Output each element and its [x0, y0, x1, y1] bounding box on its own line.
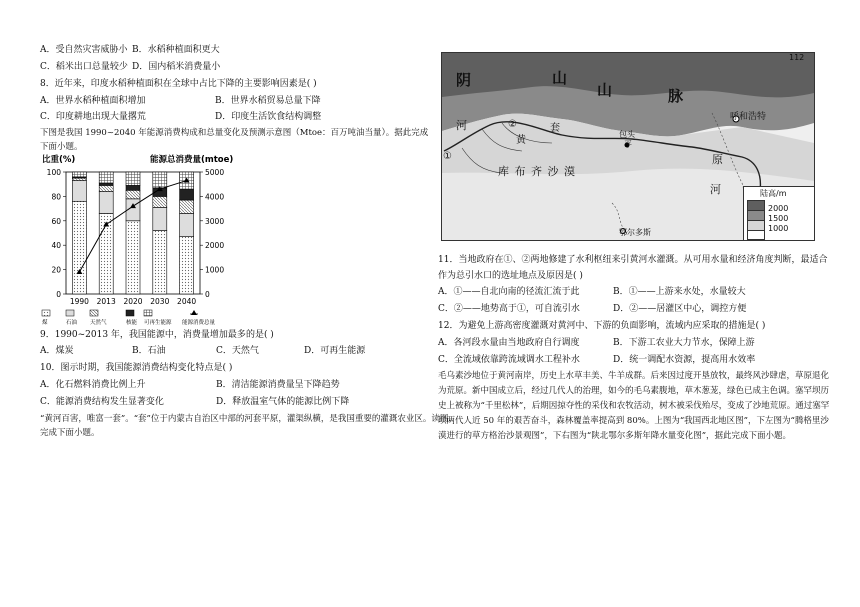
legend-label: 石油: [66, 320, 78, 326]
bar-segment-5: [99, 172, 113, 183]
bar-segment-1: [180, 237, 194, 294]
map-label-shan: 山: [552, 69, 568, 87]
q8-stem: 8．近年来，印度水稻种植面积在全球中占比下降的主要影响因素是( ): [40, 79, 317, 89]
map-label-baotou: 包头: [619, 130, 635, 139]
bar-segment-2: [72, 181, 86, 202]
legend-swatch: [144, 310, 152, 316]
legend-label: 天然气: [90, 320, 107, 326]
intro-energy-line2: 下面小题。: [40, 142, 83, 152]
bar-segment-3: [126, 190, 140, 199]
bar-segment-1: [153, 231, 167, 294]
legend-value-1500: 1500: [768, 214, 789, 223]
left-tick-label: 20: [51, 265, 61, 275]
right-tick-label: 2000: [205, 241, 225, 251]
x-tick-label: 2030: [150, 297, 170, 306]
bar-segment-2: [99, 192, 113, 214]
map-label-he: 河: [456, 119, 467, 132]
passage-line5: 漠进行的草方格治沙景观图”，下右图为“陕北鄂尔多斯年降水量变化图”，据此完成下面小题。: [438, 431, 792, 441]
bar-segment-2: [153, 207, 167, 230]
q7-option-a[interactable]: A．受自然灾害威胁小: [40, 45, 128, 55]
legend-marker-swatch: [191, 310, 197, 315]
energy-chart: [40, 152, 240, 330]
x-tick-label: 2020: [123, 297, 143, 306]
legend-label: 核能: [126, 320, 138, 326]
right-axis-title: 能源总消费量(mtoe): [150, 155, 234, 165]
left-tick-label: 40: [51, 241, 61, 251]
q10-option-c[interactable]: C．能源消费结构发生显著变化: [40, 397, 164, 407]
bar-segment-2: [180, 213, 194, 236]
right-tick-label: 1000: [205, 265, 225, 275]
legend-value-2000: 2000: [768, 204, 789, 213]
map-corner-number: 112: [789, 53, 805, 62]
legend-label: 可再生能源: [144, 320, 172, 326]
bar-segment-5: [153, 172, 167, 188]
q10-stem: 10．图示时期，我国能源消费结构变化特点是( ): [40, 363, 233, 373]
q8-option-c[interactable]: C．印度耕地出现大量撂荒: [40, 112, 146, 122]
q8-option-b[interactable]: B．世界水稻贸易总量下降: [215, 96, 321, 106]
q12-option-b[interactable]: B．下游工农业大力节水，保障上游: [613, 338, 755, 348]
map-circle-2: ②: [508, 119, 517, 130]
q9-stem: 9．1990~2013 年，我国能源中，消费量增加最多的是( ): [40, 330, 274, 340]
q12-option-a[interactable]: A．各河段水量由当地政府自行调度: [438, 338, 580, 348]
left-tick-label: 80: [51, 192, 61, 202]
legend-label: 能源消费总量: [182, 320, 216, 326]
bar-segment-4: [180, 189, 194, 200]
map-label-yuan: 原: [712, 153, 723, 166]
map-label-mai: 脉: [668, 87, 684, 105]
map-label-hohhot: 呼和浩特: [730, 112, 767, 122]
q9-option-c[interactable]: C．天然气: [216, 346, 259, 356]
passage-line2: 为荒原。新中国成立后，经过几代人的治理，如今的毛乌素腹地，草木葱茏，绿色已成主色调。塞罕坝历: [438, 386, 830, 396]
passage-line1: 毛乌素沙地位于黄河南岸，历史上水草丰美、牛羊成群。后来因过度开垦放牧，最终风沙肆虐，草原退化: [438, 371, 830, 381]
q9-option-d[interactable]: D．可再生能源: [304, 346, 366, 356]
q11-option-a[interactable]: A．①——自北向南的径流汇流于此: [438, 287, 580, 297]
legend-swatch-low: [747, 230, 765, 240]
bar-segment-4: [126, 185, 140, 190]
passage-line3: 史上被称为“千里松林”，后期因掠夺性的采伐和农牧活动，树木被采伐殆尽，变成了沙地荒原。通过塞罕: [438, 401, 830, 411]
intro-hetao-line2: 完成下面小题。: [40, 428, 100, 438]
map-circle-1: ①: [443, 151, 452, 162]
q9-option-a[interactable]: A．煤炭: [40, 346, 74, 356]
intro-hetao-line1: “黄河百害，唯富一套”。“套”位于内蒙古自治区中部的河套平原，灌渠纵横，是我国重要的灌溉农业区。读图，: [40, 414, 457, 424]
bar-segment-4: [99, 183, 113, 185]
q7-option-b[interactable]: B．水稻种植面积更大: [132, 45, 220, 55]
q7-option-d[interactable]: D．国内稻米消费量小: [132, 62, 221, 72]
legend-value-1000: 1000: [768, 224, 789, 233]
q8-option-a[interactable]: A．世界水稻种植面积增加: [40, 96, 146, 106]
q11-stem-line1: 11．当地政府在①、②两地修建了水利枢纽来引黄河水灌溉。从可用水量和经济角度判断，最适合: [438, 255, 828, 265]
q8-option-d[interactable]: D．印度生活饮食结构调整: [215, 112, 322, 122]
x-tick-label: 2013: [96, 297, 116, 306]
bar-segment-1: [72, 201, 86, 294]
x-tick-label: 1990: [69, 297, 89, 306]
bar-segment-5: [72, 172, 86, 177]
legend-label: 煤: [42, 320, 48, 326]
q11-stem-line2: 作为总引水口的选址地点及原因是( ): [438, 271, 583, 281]
legend-swatch: [66, 310, 74, 316]
map-legend: [743, 186, 815, 241]
right-tick-label: 3000: [205, 216, 225, 226]
left-axis-title: 比重(%): [42, 155, 76, 165]
bar-segment-1: [126, 221, 140, 294]
q7-option-c[interactable]: C．稻米出口总量较少: [40, 62, 128, 72]
x-tick-label: 2040: [177, 297, 197, 306]
bar-segment-3: [153, 196, 167, 207]
right-tick-label: 4000: [205, 192, 225, 202]
intro-energy-line1: 下图是我国 1990~2040 年能源消费构成和总量变化及预测示意图（Mtoe：百万吨油当量）。据此完成: [40, 128, 429, 138]
map-label-yin: 阴: [456, 71, 472, 89]
right-tick-label: 0: [205, 290, 210, 299]
q11-option-d[interactable]: D．②——居灌区中心，调控方便: [613, 304, 747, 314]
q10-option-a[interactable]: A．化石燃料消费比例上升: [40, 380, 146, 390]
q10-option-d[interactable]: D．释放温室气体的能源比例下降: [216, 397, 350, 407]
q12-stem: 12．为避免上游高密度灌溉对黄河中、下游的负面影响，流域内应采取的措施是( ): [438, 321, 766, 331]
map-label-he-2: 河: [710, 183, 721, 196]
left-tick-label: 100: [46, 168, 61, 177]
left-tick-label: 60: [51, 216, 61, 226]
map-label-shan-2: 山: [597, 81, 613, 99]
legend-swatch: [126, 310, 134, 316]
bar-segment-3: [180, 200, 194, 213]
legend-title: 陆高/m: [760, 189, 787, 198]
left-tick-label: 0: [56, 290, 61, 299]
map-label-kubuqi: 库 布 齐 沙 漠: [498, 165, 576, 178]
map-label-huang: 黄: [516, 135, 526, 146]
q11-option-b[interactable]: B．①——上游来水处，水量较大: [613, 287, 746, 297]
q9-option-b[interactable]: B．石油: [132, 346, 166, 356]
bar-segment-3: [99, 185, 113, 191]
legend-swatch: [90, 310, 98, 316]
q12-option-d[interactable]: D．统一调配水资源，提高用水效率: [613, 355, 756, 365]
map-label-ordos: 鄂尔多斯: [619, 228, 651, 237]
q11-option-c[interactable]: C．②——地势高于①，可自流引水: [438, 304, 580, 314]
right-tick-label: 5000: [205, 168, 225, 177]
q12-option-c[interactable]: C．全流域依靠跨流域调水工程补水: [438, 355, 580, 365]
q10-option-b[interactable]: B．清洁能源消费量呈下降趋势: [216, 380, 340, 390]
passage-line4: 坝两代人近 50 年的艰苦奋斗，森林覆盖率提高到 80%。上图为“我国西北地区图”，下左图为“腾格里沙: [438, 416, 829, 426]
map-label-tao: 套: [550, 123, 560, 134]
hetao-map: [441, 52, 815, 241]
legend-swatch: [42, 310, 50, 316]
bar-segment-5: [126, 172, 140, 185]
bar-segment-3: [72, 178, 86, 180]
map-label-ping: 平: [624, 140, 632, 149]
